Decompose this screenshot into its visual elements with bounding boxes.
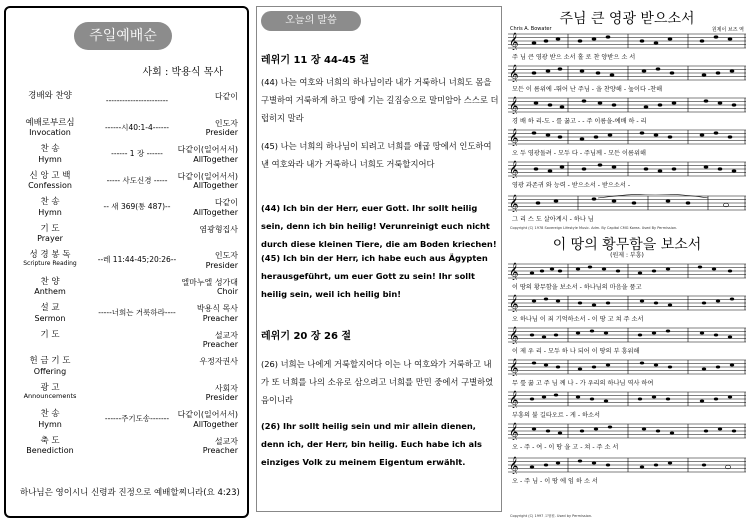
row-leader: 염광형집사 [199,224,238,234]
row-label: 찬 송 [40,144,60,154]
order-row-benediction [20,437,246,464]
song-2-lyric-line: 오 하나님 이 죄 기억하소서 - 이 땅 고 쳐 주 소서 [512,316,644,323]
svg-text:𝄞: 𝄞 [509,456,519,474]
song-2-lyric-line: 무 릎 꿇 고 주 님 께 나 - 가 우리의 하나님 역사 하여 [512,380,654,387]
row-label-en: Hymn [38,207,62,217]
order-row-praise [20,92,246,119]
row-label-en: Invocation [29,128,71,138]
row-detail: ----- 사도신경 ----- [106,175,168,185]
row-leader-en: Choir [216,287,238,297]
music-staff [508,262,746,280]
row-leader: 우정자권사 [199,357,238,366]
verse-45-korean: (45) 나는 너희의 하나님이 되려고 너희를 애굽 땅에서 인도하여 낸 여호와라 내가 거룩하니 너희도 거룩할지어다 [261,141,492,169]
song-2-lyric-line: 오 - 주 님 - 이 땅 에 임 하 소 서 [512,478,598,485]
row-leader: 다같이 [214,92,238,101]
song-2-lyric-line: 이 땅의 황무함을 보소서 - 하나님의 마음을 품고 [512,284,642,291]
music-staff [508,326,746,344]
row-leader-en: Preacher [202,340,238,350]
row-label-en: Hymn [38,154,62,164]
music-staff [508,194,746,212]
verse-26-korean: (26) 너희는 나에게 거룩할지어다 이는 나 여호와가 거룩하고 내가 또 너희를 나의 소유로 삼으려고 너희를 만민 중에서 구별하였음이니라 [261,359,494,405]
music-staff [508,160,746,178]
row-leader-en: Presider [205,260,238,270]
music-staff [508,456,746,474]
row-leader-en: Preacher [202,313,238,323]
song-1-lyricist: 원제이 브즈 역 [711,27,744,33]
row-detail: -----너희는 거룩하라---- [98,308,176,317]
svg-text:𝄞: 𝄞 [509,422,519,440]
footer-verse: 하나님은 영이시니 신령과 진정으로 예배할찌니라(요 4:23) [20,488,240,498]
music-staff [508,358,746,376]
order-row-scripture [20,251,246,278]
scripture-reference-1: 레위기 11 장 44-45 절 [261,55,370,66]
svg-text:𝄞: 𝄞 [509,128,519,146]
svg-text:𝄞: 𝄞 [509,160,519,178]
svg-text:𝄞: 𝄞 [509,194,519,212]
music-staff [508,96,746,114]
row-label-en: Sermon [34,313,66,323]
song-1-lyric-line: 모든 이 름위에 -뛰어 난 주님 - 을 찬양해 - 높이다 -찬해 [512,86,663,93]
song-1-lyric-line: 그 리 스 도 살아계시 - 하나 님 [512,216,594,223]
svg-text:𝄞: 𝄞 [509,32,519,50]
order-row-invocation [20,119,246,146]
song-1-lyric-line: 주 님 큰 영광 받으 소서 홀 로 찬 양받으 소 서 [512,54,636,61]
row-detail: ------주기도송------- [104,414,170,423]
row-detail: ------시40:1-4------ [104,122,170,132]
row-leader-en: Presider [205,128,238,138]
music-staff [508,32,746,50]
row-leader: 설교자 [214,330,238,340]
song-2-copyright: Copyright (C) 1997 고형원. Used by Permission. [510,514,593,518]
order-row-prayer [20,225,246,252]
music-staff [508,390,746,408]
row-label-en: Benediction [26,446,74,456]
row-leader: 박용식 목사 [196,304,238,313]
row-label: 찬 송 [40,409,60,419]
order-row-hymn-2 [20,198,246,225]
row-label: 광 고 [40,382,60,393]
row-label: 축 도 [40,435,60,446]
song-2-original-title: (원제 : 부흥) [610,252,644,259]
row-label-en: Announcements [23,392,77,401]
row-leader: 엘마누엘 성가대 [181,277,238,287]
row-label: 신 앙 고 백 [29,170,71,181]
verse-26-german: (26) Ihr sollt heilig sein und mir allein dienen, denn ich, der Herr, bin heilig. Euch habe ich als einziges Volk zu meinem Eigentum erwählt. [261,421,482,467]
row-leader: 사회자 [214,383,238,393]
row-detail: ----------------------- [105,96,169,105]
row-leader-en: AllTogether [193,419,238,429]
row-leader-en: AllTogether [193,207,238,217]
row-leader-en: Presider [205,393,238,403]
row-leader: 다같이(일어서서) [177,171,238,181]
svg-text:𝄞: 𝄞 [509,294,519,312]
svg-text:𝄞: 𝄞 [509,358,519,376]
row-label-en: Confession [28,181,72,191]
row-leader: 인도자 [214,118,238,128]
music-staff [508,422,746,440]
row-label: 기 도 [40,223,60,234]
row-label: 성 경 봉 독 [29,250,71,260]
music-staff [508,64,746,82]
row-leader: 다같이(일어서서) [177,145,238,154]
song-1-lyric-line: 오 두 영광돌려 - 모두 다 - 주님께 - 모든 이름위해 [512,150,646,157]
song-1-title: 주님 큰 영광 받으소서 [559,11,695,27]
row-label: 경배와 찬양 [28,91,72,101]
row-detail: --레 11:44-45;20:26-- [97,255,177,264]
row-label-en: Offering [33,366,67,376]
song-1-copyright: Copyright (C) 1978 Sovereign Lifestyle Music. Adm. By Capitol CMG Korea. Used By Permission. [510,226,678,230]
song-1-composer: Chris A. Bowater [510,26,552,32]
row-leader-en: Preacher [202,446,238,456]
row-label: 찬 양 [40,276,60,287]
svg-text:𝄞: 𝄞 [509,390,519,408]
row-leader: 설교자 [214,436,238,446]
worship-leader: 사회 : 박용식 목사 [142,67,223,78]
row-label: 설 교 [40,303,60,313]
verse-45-german: (45) Ich bin der Herr, ich habe euch aus Ägypten herausgeführt, um euer Gott zu sein! Ihr sollt heilig sein, weil ich heilig bin! [261,253,488,299]
todays-word-header: 오늘의 말씀 [261,11,361,31]
row-detail: -- 새 369(통 487)-- [103,202,171,211]
row-label: 예배로부르심 [25,117,75,128]
order-row-sermon [20,304,246,331]
order-row-hymn-3 [20,410,246,437]
row-leader: 인도자 [214,251,238,260]
row-label: 헌 금 기 도 [29,356,71,366]
order-of-worship-panel [4,6,249,518]
row-leader: 다같이 [214,198,238,207]
svg-text:𝄞: 𝄞 [509,262,519,280]
order-row-anthem [20,278,246,305]
hymn-sheet-panel [508,4,746,526]
row-leader: 다같이(일어서서) [177,410,238,419]
song-1-lyric-line: 영광 과존귀 와 능력 - 받으소서 - 받으소서 - [512,182,631,189]
order-list [20,92,246,463]
order-row-offering [20,357,246,384]
row-label-en: Prayer [37,234,63,244]
song-1-lyric-line: 경 배 하 리-도 - 를 꿇고 - - 주 이름을-예배 하 - 리 [512,118,647,125]
svg-text:𝄞: 𝄞 [509,326,519,344]
song-2-lyric-line: 오 - 주 - 여 - 이 땅 을 고 - 쳐 - 주 소 서 [512,444,619,451]
song-2-lyric-line: 이 제 우 리 - 모두 하 나 되어 이 땅의 부 흥위해 [512,348,640,355]
svg-text:𝄞: 𝄞 [509,96,519,114]
row-label: 기 도 [40,329,60,340]
order-row-confession [20,172,246,199]
row-label-en: Scripture Reading [23,259,77,267]
order-of-worship-header: 주일예배순 [74,22,172,50]
order-row-hymn-1 [20,145,246,172]
music-staff [508,294,746,312]
row-leader-en: AllTogether [193,181,238,191]
order-row-prayer-2 [20,331,246,358]
song-2-title: 이 땅의 황무함을 보소서 [552,237,702,253]
verse-44-german: (44) Ich bin der Herr, euer Gott. Ihr sollt heilig sein, denn ich bin heilig! Verunreinigt euch nicht durch diese kleinen Tiere, die am Boden kriechen! [261,203,497,249]
row-label-en: Hymn [38,419,62,429]
scripture-reference-2: 레위기 20 장 26 절 [261,331,352,342]
order-row-announcements [20,384,246,411]
svg-text:𝄞: 𝄞 [509,64,519,82]
row-label-en: Anthem [34,287,66,297]
row-detail: ------ 1 장 ------ [111,149,163,158]
music-staff [508,128,746,146]
todays-word-panel [256,6,502,512]
row-label: 찬 송 [40,197,60,207]
row-leader-en: AllTogether [193,154,238,164]
song-2-lyric-line: 부흥의 불 길타오르 - 게 - 하소서 [512,412,600,419]
verse-44-korean: (44) 나는 여호와 너희의 하나님이라 내가 거룩하니 너희도 몸을 구별하여 거룩하게 하고 땅에 기는 길짐승으로 말미암아 스스로 더럽히지 말라 [261,77,499,123]
